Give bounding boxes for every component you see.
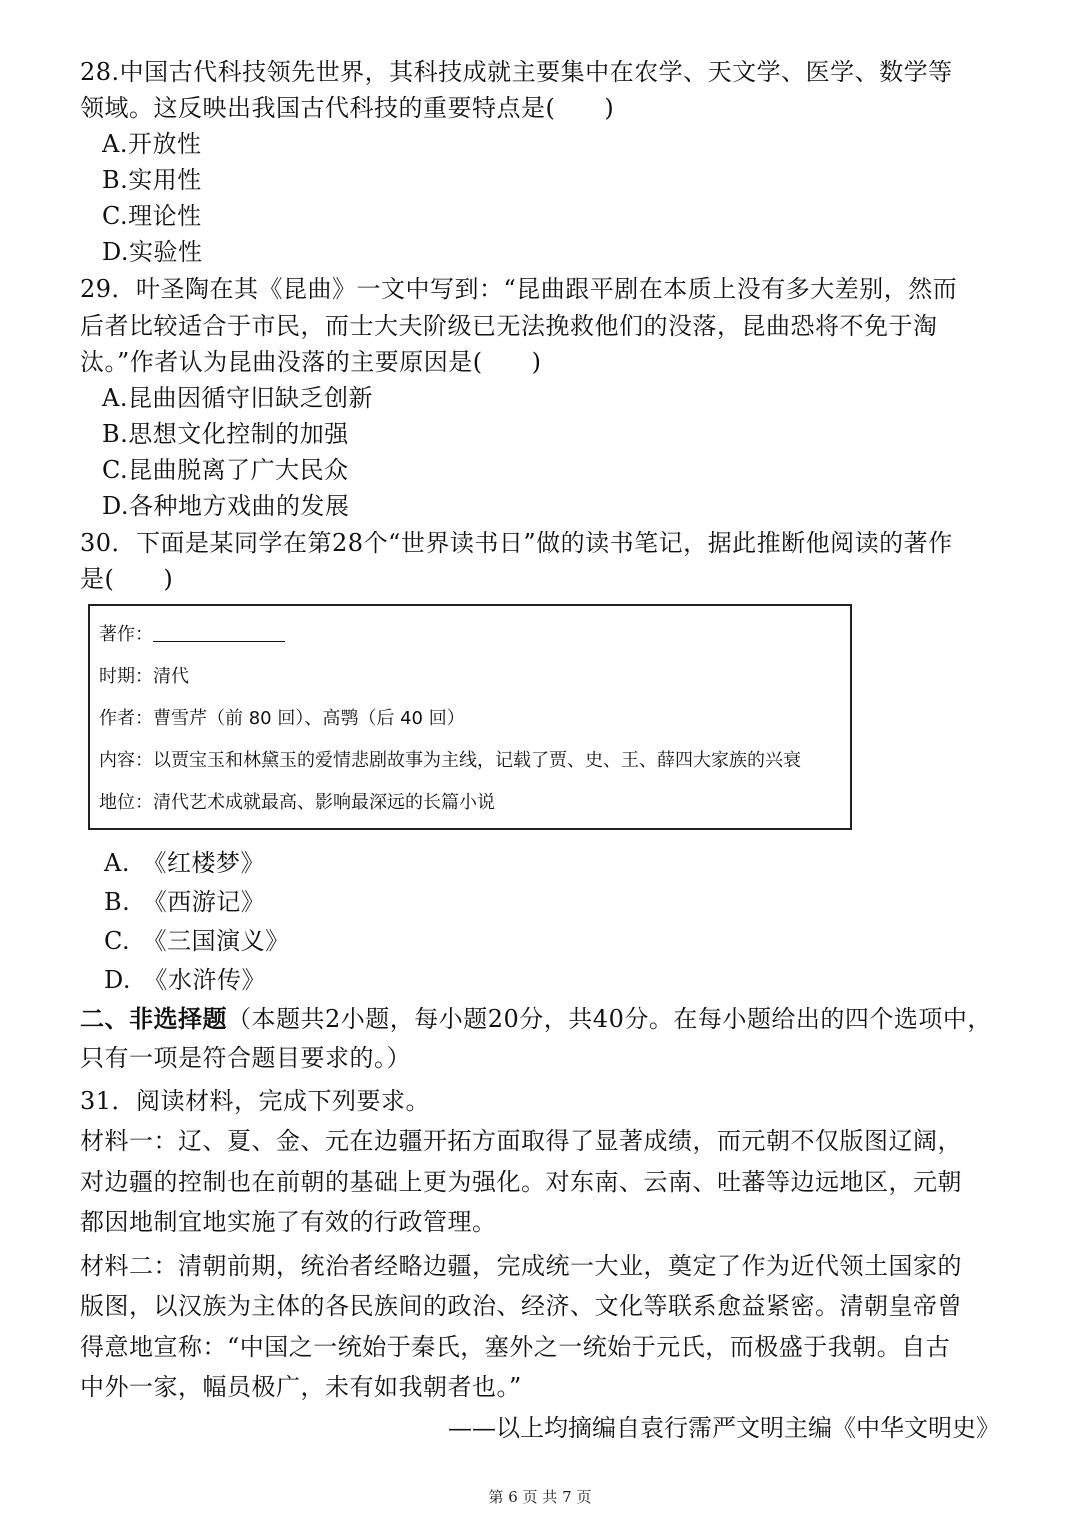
- note-content: 内容：以贾宝玉和林黛玉的爱情悲剧故事为主线，记载了贾、史、王、薛四大家族的兴衰: [99, 750, 801, 771]
- q29-option-c: C.昆曲脱离了广大民众: [102, 456, 349, 484]
- q30-stem-line-2: 是( ): [80, 565, 174, 593]
- q31-material1-line-2: 对边疆的控制也在前朝的基础上更为强化。对东南、云南、吐蕃等边远地区，元朝: [80, 1168, 962, 1196]
- q31-material1-line-3: 都因地制宜地实施了有效的行政管理。: [80, 1208, 497, 1236]
- q29-option-d: D.各种地方戏曲的发展: [102, 492, 350, 520]
- q30-option-d: D. 《水浒传》: [104, 966, 267, 994]
- q31-material2-line-2: 版图，以汉族为主体的各民族间的政治、经济、文化等联系愈益紧密。清朝皇帝曾: [80, 1292, 962, 1320]
- q31-stem: 31．阅读材料，完成下列要求。: [80, 1087, 431, 1115]
- q29-stem-line-1: 29．叶圣陶在其《昆曲》一文中写到：“昆曲跟平剧在本质上没有多大差别，然而: [80, 275, 958, 303]
- q28-stem-line-2: 领域。这反映出我国古代科技的重要特点是( ): [80, 94, 615, 122]
- reading-note-box: [88, 604, 852, 830]
- q29-option-b: B.思想文化控制的加强: [102, 420, 349, 448]
- section2-desc-line-2: 只有一项是符合题目要求的。）: [80, 1044, 411, 1072]
- q31-source: ——以上均摘编自袁行霈严文明主编《中华文明史》: [448, 1414, 1000, 1442]
- page-footer: 第 6 页 共 7 页: [488, 1488, 592, 1506]
- q28-stem-line-1: 28.中国古代科技领先世界，其科技成就主要集中在农学、天文学、医学、数学等: [80, 58, 953, 86]
- section2-desc: （本题共2小题，每小题20分，共40分。在每小题给出的四个选项中，: [227, 1005, 992, 1033]
- section2-title: 二、非选择题: [80, 1004, 227, 1033]
- q30-option-a: A. 《红楼梦》: [104, 849, 265, 877]
- q31-material2-line-3: 得意地宣称：“中国之一统始于秦氏，塞外之一统始于元氏，而极盛于我朝。自古: [80, 1333, 951, 1361]
- note-period: 时期：清代: [99, 666, 189, 687]
- note-author: 作者：曹雪芹（前 80 回）、高鹗（后 40 回）: [99, 708, 465, 729]
- q31-material1-line-1: 材料一：辽、夏、金、元在边疆开拓方面取得了显著成绩，而元朝不仅版图辽阔，: [80, 1127, 962, 1155]
- note-work-blank: [153, 623, 285, 642]
- q30-stem-line-1: 30．下面是某同学在第28个“世界读书日”做的读书笔记，据此推断他阅读的著作: [80, 529, 953, 557]
- q31-material2-line-1: 材料二：清朝前期，统治者经略边疆，完成统一大业，奠定了作为近代领土国家的: [80, 1252, 962, 1280]
- q29-stem-line-3: 汰。”作者认为昆曲没落的主要原因是( ): [80, 348, 542, 376]
- q31-material2-line-4: 中外一家，幅员极广，未有如我朝者也。”: [80, 1373, 522, 1401]
- q29-option-a: A.昆曲因循守旧缺乏创新: [102, 384, 373, 412]
- q28-option-b: B.实用性: [102, 166, 202, 194]
- note-work-row: [99, 622, 285, 648]
- q30-option-c: C. 《三国演义》: [104, 927, 290, 955]
- section2-heading-line: [80, 1001, 992, 1037]
- note-work-label: 著作：: [99, 624, 153, 645]
- q28-option-d: D.实验性: [102, 238, 203, 266]
- q29-stem-line-2: 后者比较适合于市民，而士大夫阶级已无法挽救他们的没落，昆曲恐将不免于淘: [80, 312, 938, 340]
- note-status: 地位：清代艺术成就最高、影响最深远的长篇小说: [99, 792, 495, 813]
- q30-option-b: B. 《西游记》: [104, 888, 266, 916]
- q28-option-a: A.开放性: [102, 130, 202, 158]
- q28-option-c: C.理论性: [102, 202, 202, 230]
